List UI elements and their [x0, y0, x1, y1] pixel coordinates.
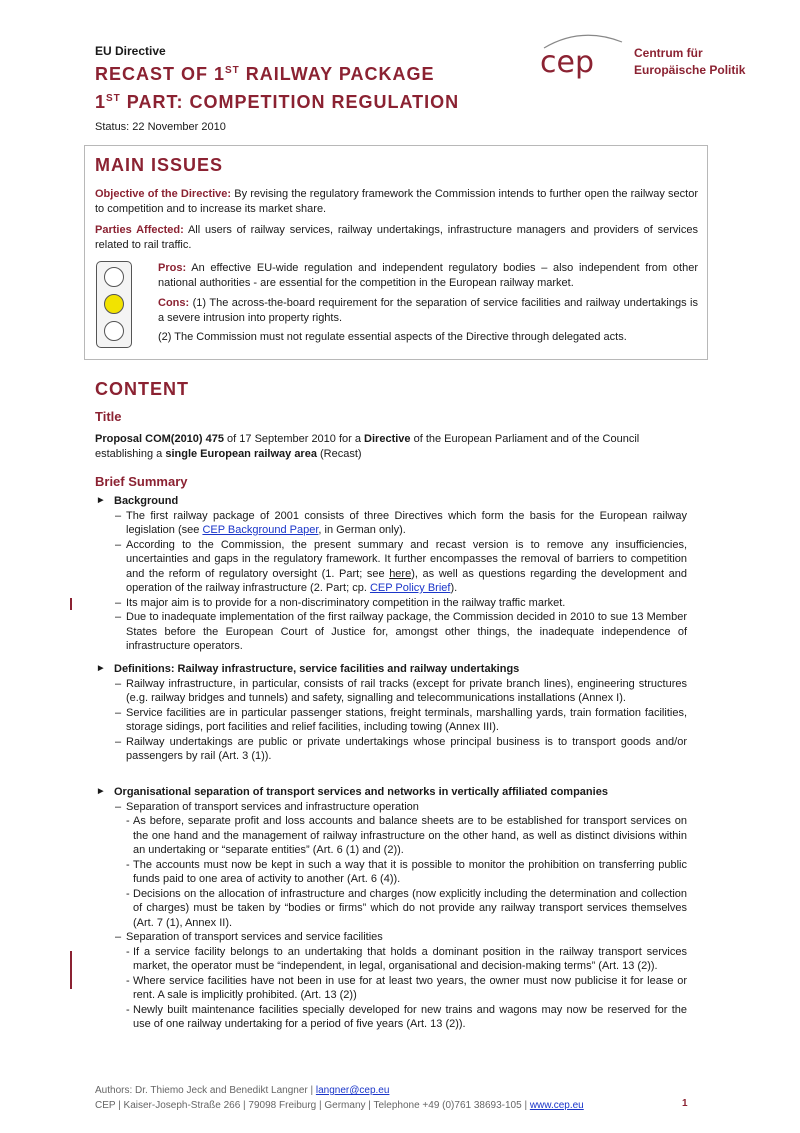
definitions-heading: ▶ Definitions: Railway infrastructure, service facilities and railway undertakings: [95, 662, 687, 677]
document-title-line2: 1ST PART: COMPETITION REGULATION: [95, 92, 460, 112]
traffic-light-red: [104, 267, 124, 287]
cep-background-paper-link[interactable]: CEP Background Paper: [202, 524, 319, 536]
sub-list-item: - As before, separate profit and loss accounts and balance sheets are to be established for transport services on the one hand and the management of railway infrastructure on the other hand, as well as distinct divisions within an undertaking or “separate entities” (Art. 6 (1) and (2)).: [95, 814, 687, 858]
list-item: – The first railway package of 2001 consists of three Directives which form the basis for the European railway legislation (see CEP Background Paper, in German only).: [95, 509, 687, 538]
organisational-heading: ▶ Organisational separation of transport services and networks in vertically affiliated companies: [95, 785, 687, 800]
change-marker: [70, 598, 72, 610]
page-number: 1: [682, 1098, 688, 1109]
sub-list-item: - If a service facility belongs to an undertaking that holds a dominant position in the railway transport services market, the operator must be “independent, in legal, organisational and decision-making terms” (Art. 13 (2)).: [95, 945, 687, 974]
traffic-light-green: [104, 321, 124, 341]
document-type-label: EU Directive: [95, 44, 166, 58]
cons-paragraph: Cons: (1) The across-the-board requirement for the separation of service facilities and railway undertakings is a severe intrusion into property rights.: [158, 297, 698, 324]
cons-paragraph-2: (2) The Commission must not regulate essential aspects of the Directive through delegated acts.: [158, 331, 627, 343]
definitions-section: [95, 662, 687, 764]
background-section: [95, 494, 687, 654]
main-issues-box: [84, 145, 708, 360]
brief-summary-heading: Brief Summary: [95, 474, 188, 489]
status-date: Status: 22 November 2010: [95, 121, 226, 133]
pros-paragraph: Pros: An effective EU-wide regulation and independent regulatory bodies – also independent from other national authorities - are essential for the competition in the European railway market.: [158, 262, 698, 289]
cep-logo: [536, 30, 626, 82]
sub-list-item: - Where service facilities have not been in use for at least two years, the owner must now publicise it for lease or rent. A sale is implicitly prohibited. (Art. 13 (2)): [95, 974, 687, 1003]
change-marker: [70, 951, 72, 989]
traffic-light-yellow: [104, 294, 124, 314]
list-item: – Due to inadequate implementation of the first railway package, the Commission decided in 2010 to sue 13 Member States before the European Court of Justice for, amongst other things, the inadequate independence of infrastructure operators.: [95, 610, 687, 654]
background-heading: ▶ Background: [95, 494, 687, 509]
main-issues-heading: MAIN ISSUES: [95, 155, 224, 175]
organisation-name: Centrum für Europäische Politik: [634, 46, 746, 77]
list-item: – Railway infrastructure, in particular, consists of rail tracks (except for private branch lines), engineering structures (e.g. railway bridges and tunnels) and safety, signalling and telecommunications installations (Annex I).: [95, 677, 687, 706]
cep-policy-brief-link[interactable]: CEP Policy Brief: [369, 582, 451, 594]
sub-list-item: - Newly built maintenance facilities specially developed for new trains and wagons may now be reserved for the use of one railway undertaking for a period of five years (Art. 13 (2)).: [95, 1003, 687, 1032]
author-email-link[interactable]: langner@cep.eu: [315, 1085, 390, 1096]
proposal-title: Proposal COM(2010) 475 of 17 September 2010 for a Directive of the European Parliament and of the Council establishing a single European railway area (Recast): [95, 433, 640, 460]
document-title-line1: RECAST OF 1ST RAILWAY PACKAGE: [95, 64, 435, 84]
here-link[interactable]: here: [389, 567, 412, 580]
list-item: – Its major aim is to provide for a non-discriminatory competition in the railway traffic market.: [95, 596, 687, 611]
website-link[interactable]: www.cep.eu: [529, 1100, 584, 1111]
title-subheading: Title: [95, 409, 122, 424]
organisational-separation-section: [95, 785, 687, 1032]
footer: Authors: Dr. Thiemo Jeck and Benedikt Langner | langner@cep.eu CEP | Kaiser-Joseph-Straße 266 | 79098 Freiburg | Germany | Telephone +49 (0)761 38693-105 | www.cep.eu: [95, 1085, 584, 1111]
list-item: – Railway undertakings are public or private undertakings whose principal business is to transport goods and/or passengers by rail (Art. 3 (1)).: [95, 735, 687, 764]
sub-list-item: - The accounts must now be kept in such a way that it is possible to monitor the prohibition on transferring public funds paid to one area of activity to another (Art. 6 (4)).: [95, 858, 687, 887]
list-item: – According to the Commission, the present summary and recast version is to remove any insufficiencies, uncertainties and gaps in the regulatory framework. It further encompasses the removal of barriers to competition and the reform of regulatory oversight (1. Part; see here), as well as questions regarding the development and operation of the railway infrastructure (2. Part; cp. CEP Policy Brief).: [95, 538, 687, 596]
sub-list-item: - Decisions on the allocation of infrastructure and charges (now explicitly including the determination and collection of charges) must be taken by “bodies or firms” which do not provide any railway transport services themselves (Art. 7 (1), Annex II).: [95, 887, 687, 931]
svg-text:cep: cep: [540, 45, 594, 80]
objective-paragraph: Objective of the Directive: By revising the regulatory framework the Commission intends to further open the railway sector to competition and to increase its market share.: [95, 188, 698, 215]
list-item: – Separation of transport services and infrastructure operation: [95, 800, 687, 815]
traffic-light-icon: [96, 261, 132, 348]
content-heading: CONTENT: [95, 379, 189, 399]
list-item: – Separation of transport services and service facilities: [95, 930, 687, 945]
list-item: – Service facilities are in particular passenger stations, freight terminals, marshalling yards, train formation facilities, storage sidings, port facilities and relief facilities, including towing (Annex III).: [95, 706, 687, 735]
parties-affected-paragraph: Parties Affected: All users of railway services, railway undertakings, infrastructure managers and providers of services related to rail traffic.: [95, 224, 698, 251]
